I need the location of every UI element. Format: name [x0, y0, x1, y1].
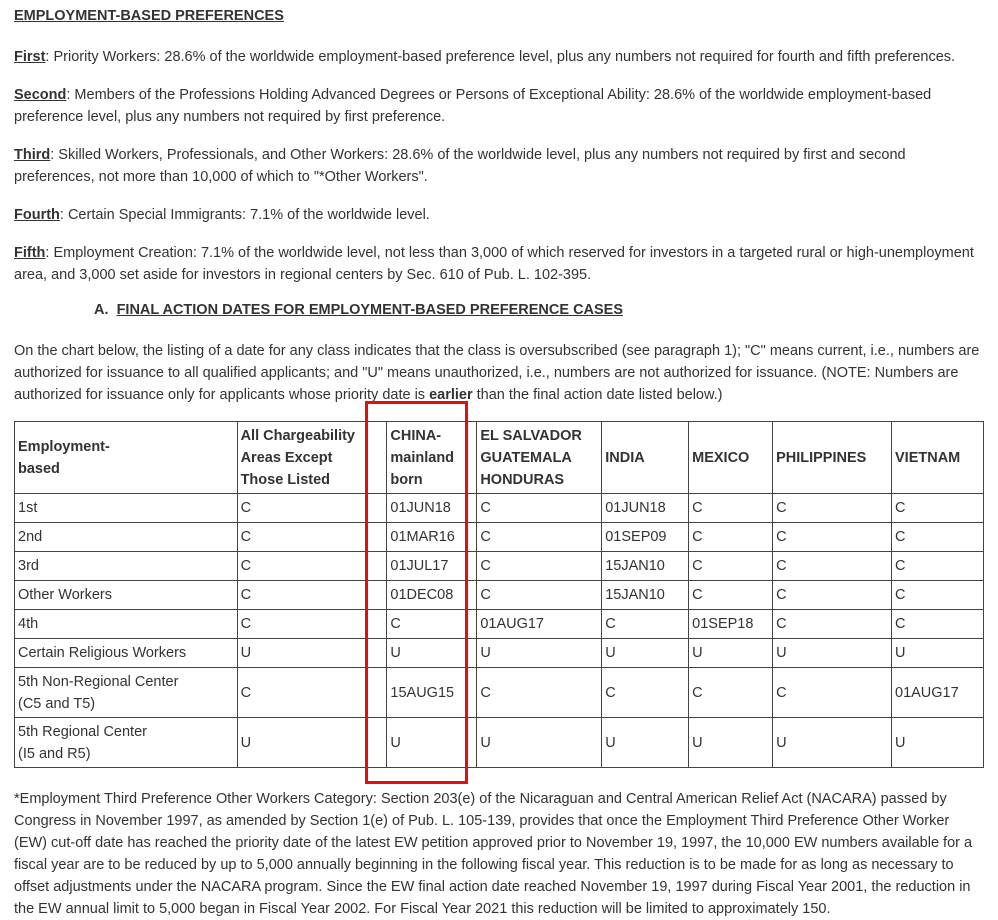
column-header: CHINA- mainland born: [387, 422, 477, 494]
column-header: VIETNAM: [892, 422, 984, 494]
section-a-prefix: A.: [94, 302, 109, 318]
table-cell: C: [892, 523, 984, 552]
table-cell: C: [689, 523, 773, 552]
column-header: MEXICO: [689, 422, 773, 494]
table-cell: C: [689, 668, 773, 718]
table-cell: C: [477, 668, 602, 718]
table-cell: C: [602, 668, 689, 718]
table-row: [15, 639, 984, 668]
table-cell: U: [477, 639, 602, 668]
table-cell: C: [477, 494, 602, 523]
row-category-cell: 3rd: [15, 552, 238, 581]
footnote: *Employment Third Preference Other Workers Category: Section 203(e) of the Nicaraguan and Central American Relief Act (NACARA) passed by Congress in November 1997, as amended by Section 1(e) of Pub. L. 105-139, provides that once the Employment Third Preference Other Worker (EW) cut-off date has reached the priority date of the latest EW petition approved prior to November 19, 1997, the 10,000 EW numbers available for a fiscal year are to be reduced by up to 5,000 annually beginning in the following fiscal year. This reduction is to be made for as long as necessary to offset adjustments under the NACARA program. Since the EW final action date reached November 19, 1997 during Fiscal Year 2001, the reduction in the EW annual limit to 5,000 began in Fiscal Year 2002. For Fiscal Year 2021 this reduction will be limited to approximately 150.: [14, 791, 973, 917]
pref-fourth-label: Fourth: [14, 207, 60, 223]
table-cell: C: [773, 523, 892, 552]
pref-first-label: First: [14, 49, 46, 65]
table-cell: C: [477, 523, 602, 552]
table-cell: U: [892, 639, 984, 668]
table-cell: U: [602, 718, 689, 768]
row-category-cell: 4th: [15, 610, 238, 639]
column-header: INDIA: [602, 422, 689, 494]
table-cell: U: [387, 718, 477, 768]
pref-fifth: [14, 242, 984, 286]
table-cell: C: [689, 581, 773, 610]
table-cell: U: [477, 718, 602, 768]
column-header: Employment- based: [15, 422, 238, 494]
pref-fifth-text: : Employment Creation: 7.1% of the worldwide level, not less than 3,000 of which reserved for investors in a targeted rural or high-unemployment area, and 3,000 set aside for investors in regional centers by Sec. 610 of Pub. L. 102-395.: [14, 245, 974, 283]
table-cell: C: [892, 494, 984, 523]
table-cell: C: [892, 581, 984, 610]
page-heading: EMPLOYMENT-BASED PREFERENCES: [14, 8, 284, 24]
table-cell: U: [773, 639, 892, 668]
column-header: All Chargeability Areas Except Those Listed: [237, 422, 387, 494]
table-cell: C: [237, 581, 387, 610]
row-category-cell: 2nd: [15, 523, 238, 552]
table-cell: C: [892, 552, 984, 581]
table-cell: U: [602, 639, 689, 668]
table-cell: C: [237, 523, 387, 552]
table-cell: C: [477, 581, 602, 610]
table-row: [15, 610, 984, 639]
table-row: [15, 718, 984, 768]
table-cell: 01AUG17: [477, 610, 602, 639]
table-cell: U: [689, 718, 773, 768]
pref-first-text: : Priority Workers: 28.6% of the worldwide employment-based preference level, plus any numbers not required for fourth and fifth preferences.: [45, 49, 956, 65]
intro-paragraph: [14, 340, 984, 406]
table-cell: C: [237, 610, 387, 639]
intro-text-1: On the chart below, the listing of a date for any class indicates that the class is oversubscribed (see paragraph 1); "C" means current, i.e., numbers are authorized for issuance to all qualified applicants; and "U" means unauthorized, i.e., numbers are not authorized for issuance. (NOTE: Numbers are authorized for issuance only for applicants whose priority date is: [14, 343, 980, 403]
table-cell: 15JAN10: [602, 581, 689, 610]
section-a-title: FINAL ACTION DATES FOR EMPLOYMENT-BASED PREFERENCE CASES: [116, 302, 624, 318]
table-cell: C: [892, 610, 984, 639]
pref-fourth: [14, 204, 430, 226]
table-cell: C: [387, 610, 477, 639]
table-row: [15, 552, 984, 581]
table-row: [15, 523, 984, 552]
pref-fourth-text: : Certain Special Immigrants: 7.1% of the worldwide level.: [59, 207, 430, 223]
table-cell: C: [602, 610, 689, 639]
table-cell: C: [773, 668, 892, 718]
table-cell: 01JUN18: [602, 494, 689, 523]
table-cell: C: [477, 552, 602, 581]
column-header: EL SALVADOR GUATEMALA HONDURAS: [477, 422, 602, 494]
table-cell: U: [237, 718, 387, 768]
pref-second-label: Second: [14, 87, 67, 103]
table-cell: 01SEP18: [689, 610, 773, 639]
final-action-dates-table: [14, 421, 984, 768]
row-category-cell: 5th Non-Regional Center (C5 and T5): [15, 668, 238, 718]
table-header-row: [15, 422, 984, 494]
row-category-cell: Other Workers: [15, 581, 238, 610]
table-cell: C: [773, 494, 892, 523]
table-cell: 01JUN18: [387, 494, 477, 523]
section-a-heading: [94, 302, 623, 318]
table-cell: C: [237, 552, 387, 581]
table-cell: 01JUL17: [387, 552, 477, 581]
table-cell: 15AUG15: [387, 668, 477, 718]
table-cell: C: [773, 552, 892, 581]
pref-third: [14, 144, 984, 188]
table-cell: 01MAR16: [387, 523, 477, 552]
intro-text-2: than the final action date listed below.): [472, 387, 723, 403]
table-cell: U: [689, 639, 773, 668]
pref-first: [14, 46, 955, 68]
table-cell: U: [237, 639, 387, 668]
table-cell: U: [387, 639, 477, 668]
row-category-cell: Certain Religious Workers: [15, 639, 238, 668]
table-cell: C: [773, 581, 892, 610]
table-cell: C: [689, 552, 773, 581]
intro-bold: earlier: [429, 387, 473, 403]
table-row: [15, 581, 984, 610]
table-cell: C: [237, 494, 387, 523]
pref-third-label: Third: [14, 147, 51, 163]
table-row: [15, 668, 984, 718]
table-cell: 01SEP09: [602, 523, 689, 552]
table-row: [15, 494, 984, 523]
table-cell: C: [773, 610, 892, 639]
column-header: PHILIPPINES: [773, 422, 892, 494]
table-cell: U: [773, 718, 892, 768]
table-cell: C: [237, 668, 387, 718]
table-cell: C: [689, 494, 773, 523]
row-category-cell: 1st: [15, 494, 238, 523]
pref-third-text: : Skilled Workers, Professionals, and Other Workers: 28.6% of the worldwide level, plus any numbers not required by first and second preferences, not more than 10,000 of which to "*Other Workers".: [14, 147, 906, 185]
table-cell: 01AUG17: [892, 668, 984, 718]
pref-second: [14, 84, 984, 128]
pref-second-text: : Members of the Professions Holding Advanced Degrees or Persons of Exceptional Ability: 28.6% of the worldwide employment-based preference level, plus any numbers not required by first preference.: [14, 87, 932, 125]
table-cell: 01DEC08: [387, 581, 477, 610]
row-category-cell: 5th Regional Center (I5 and R5): [15, 718, 238, 768]
table-cell: U: [892, 718, 984, 768]
table-cell: 15JAN10: [602, 552, 689, 581]
pref-fifth-label: Fifth: [14, 245, 46, 261]
